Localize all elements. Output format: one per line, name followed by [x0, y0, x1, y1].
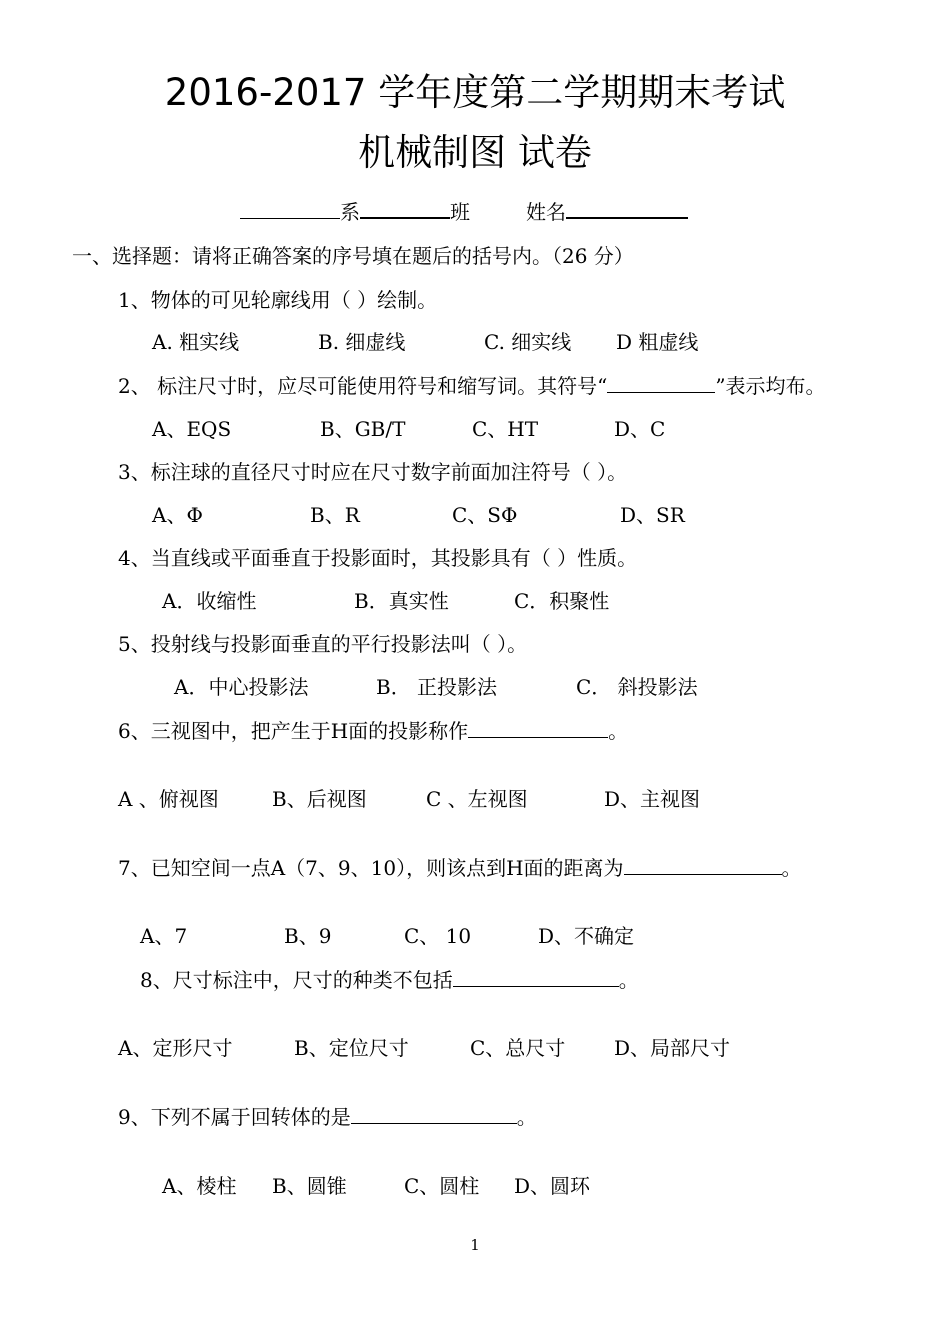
q2-option-c[interactable]: C、HT — [472, 417, 539, 441]
q6-stem-b: 。 — [608, 719, 629, 743]
q3-option-d[interactable]: D、SR — [620, 503, 685, 527]
q9-option-c[interactable]: C、圆柱 — [404, 1174, 480, 1198]
q7-blank[interactable] — [624, 854, 782, 875]
q6-option-d[interactable]: D、主视图 — [604, 787, 701, 811]
q7-stem-b: 。 — [781, 856, 802, 880]
q4-option-c[interactable]: C．积聚性 — [514, 589, 610, 613]
student-info-line — [240, 196, 688, 225]
q9-option-b[interactable]: B、圆锥 — [272, 1174, 347, 1198]
dept-label: 系 — [340, 200, 360, 224]
q9-option-d[interactable]: D、圆环 — [514, 1174, 591, 1198]
question-7-stem — [118, 852, 802, 881]
q5-option-a[interactable]: A．中心投影法 — [174, 675, 309, 699]
q4-option-b[interactable]: B．真实性 — [354, 589, 449, 613]
q6-stem-a: 6、三视图中，把产生于H面的投影称作 — [118, 719, 469, 743]
q9-stem-a: 9、下列不属于回转体的是 — [118, 1105, 351, 1129]
q8-stem-b: 。 — [618, 968, 639, 992]
q6-blank[interactable] — [468, 717, 608, 738]
class-label: 班 — [450, 200, 470, 224]
question-5-stem: 5、投射线与投影面垂直的平行投影法叫（ ）。 — [118, 632, 528, 656]
q1-option-b[interactable]: B. 细虚线 — [318, 330, 406, 354]
q7-option-b[interactable]: B、9 — [284, 924, 332, 948]
question-6-stem — [118, 715, 628, 744]
q2-stem-a: 2、 标注尺寸时，应尽可能使用符号和缩写词。其符号“ — [118, 374, 608, 398]
q5-option-c[interactable]: C． 斜投影法 — [576, 675, 698, 699]
q2-stem-b: ”表示均布。 — [715, 374, 826, 398]
exam-subtitle: 机械制图 试卷 — [358, 131, 592, 174]
q2-option-a[interactable]: A、EQS — [152, 417, 232, 441]
q1-option-c[interactable]: C. 细实线 — [484, 330, 572, 354]
q6-option-b[interactable]: B、后视图 — [272, 787, 367, 811]
q1-option-a[interactable]: A. 粗实线 — [152, 330, 240, 354]
q8-option-b[interactable]: B、定位尺寸 — [294, 1036, 409, 1060]
exam-title: 2016-2017 学年度第二学期期末考试 — [164, 71, 786, 114]
q3-option-a[interactable]: A、Φ — [152, 503, 203, 527]
q2-option-d[interactable]: D、C — [614, 417, 666, 441]
q7-option-d[interactable]: D、不确定 — [538, 924, 635, 948]
q5-option-b[interactable]: B． 正投影法 — [376, 675, 498, 699]
q7-option-a[interactable]: A、7 — [140, 924, 188, 948]
q8-blank[interactable] — [453, 966, 619, 987]
q9-option-a[interactable]: A、棱柱 — [162, 1174, 237, 1198]
name-blank[interactable] — [566, 197, 688, 219]
q6-option-a[interactable]: A 、俯视图 — [118, 787, 219, 811]
q6-option-c[interactable]: C 、左视图 — [426, 787, 528, 811]
q8-option-d[interactable]: D、局部尺寸 — [614, 1036, 731, 1060]
q3-option-c[interactable]: C、SΦ — [452, 503, 518, 527]
class-blank[interactable] — [360, 197, 450, 219]
q9-stem-b: 。 — [516, 1105, 537, 1129]
question-1-stem: 1、物体的可见轮廓线用（ ）绘制。 — [118, 288, 438, 312]
q2-option-b[interactable]: B、GB/T — [320, 417, 406, 441]
q1-option-d[interactable]: D 粗虚线 — [616, 330, 699, 354]
question-4-stem: 4、当直线或平面垂直于投影面时，其投影具有（ ）性质。 — [118, 546, 638, 570]
page-number: 1 — [470, 1236, 480, 1254]
q8-option-a[interactable]: A、定形尺寸 — [118, 1036, 233, 1060]
question-9-stem — [118, 1101, 537, 1130]
question-3-stem: 3、标注球的直径尺寸时应在尺寸数字前面加注符号（ ）。 — [118, 460, 628, 484]
q7-stem-a: 7、已知空间一点A（7、9、10），则该点到H面的距离为 — [118, 856, 624, 880]
q7-option-c[interactable]: C、 10 — [404, 924, 472, 948]
name-label: 姓名 — [526, 200, 566, 224]
dept-blank[interactable] — [240, 198, 340, 219]
section-heading: 一、选择题：请将正确答案的序号填在题后的括号内。（26 分） — [72, 244, 634, 268]
q3-option-b[interactable]: B、R — [310, 503, 360, 527]
q4-option-a[interactable]: A．收缩性 — [162, 589, 257, 613]
q8-option-c[interactable]: C、总尺寸 — [470, 1036, 566, 1060]
q2-blank[interactable] — [607, 372, 715, 393]
question-8-stem — [140, 964, 639, 993]
question-2-stem — [118, 370, 826, 399]
q9-blank[interactable] — [351, 1103, 517, 1124]
q8-stem-a: 8、尺寸标注中，尺寸的种类不包括 — [140, 968, 453, 992]
